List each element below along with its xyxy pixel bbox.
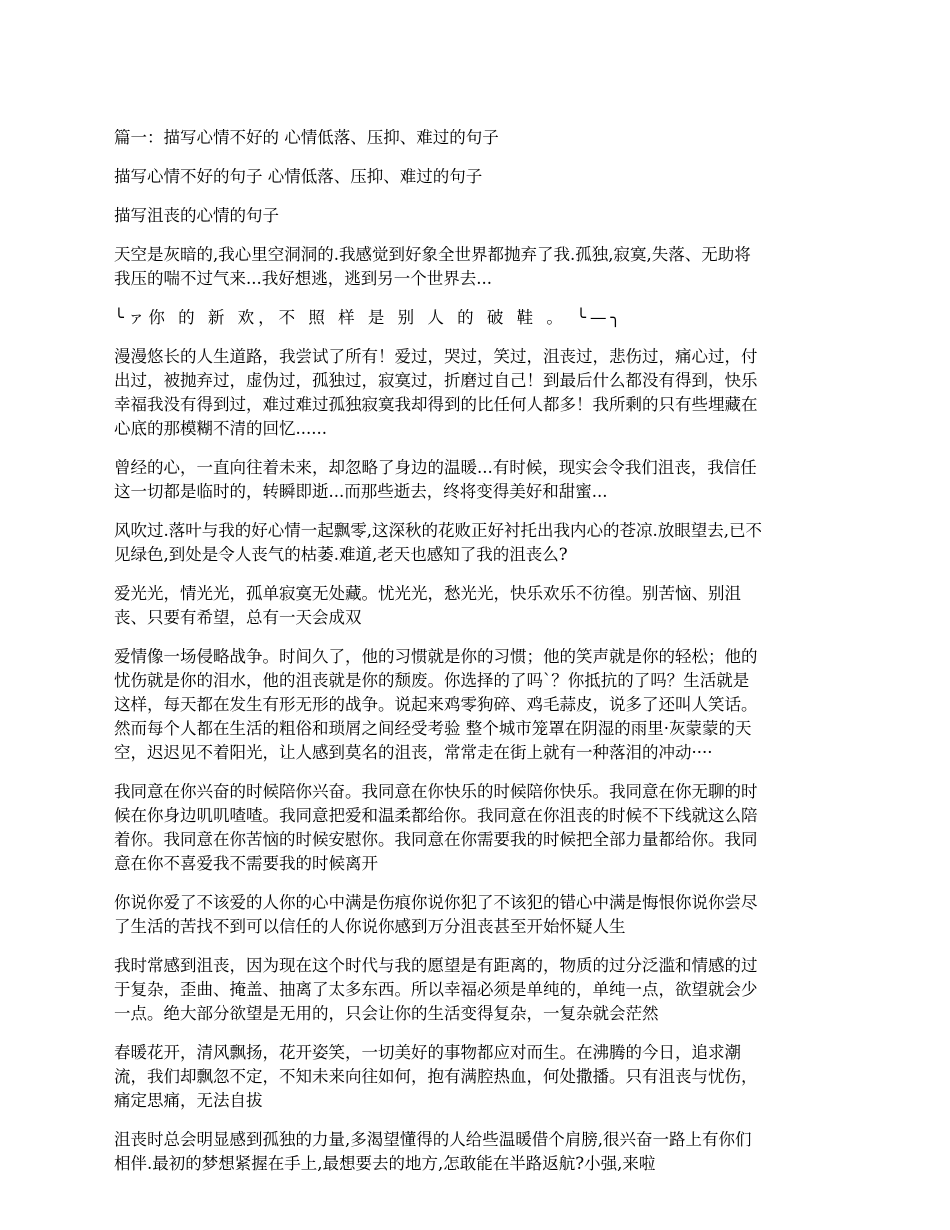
paragraph-line: 我时常感到沮丧，因为现在这个时代与我的愿望是有距离的，物质的过分泛滥和情感的过 (114, 956, 758, 975)
paragraph-3 (114, 345, 844, 441)
paragraph-line: 于复杂，歪曲、掩盖、抽离了太多东西。所以幸福必须是单纯的，单纯一点，欲望就会少 (114, 980, 758, 999)
paragraph-line: 空，迟迟见不着阳光，让人感到莫名的沮丧，常常走在街上就有一种落泪的冲动···· (114, 743, 713, 762)
paragraph-line: 忧伤就是你的泪水，他的沮丧就是你的颓废。你选择的了吗`？你抵抗的了吗？生活就是 (114, 671, 750, 690)
paragraph-line: 幸福我没有得到过，难过难过孤独寂寞我却得到的比任何人都多！我所剩的只有些埋藏在 (114, 395, 758, 414)
paragraph-line: 你说你爱了不该爱的人你的心中满是伤痕你说你犯了不该犯的错心中满是悔恨你说你尝尽 (114, 893, 758, 912)
paragraph-4 (114, 456, 844, 504)
paragraph-line: 风吹过.落叶与我的好心情一起飘零,这深秋的花败正好衬托出我内心的苍凉.放眼望去,已不 (114, 521, 762, 540)
paragraph-line: 痛定思痛，无法自拔 (114, 1091, 263, 1110)
paragraph-line: 这样，每天都在发生有形无形的战争。说起来鸡零狗碎、鸡毛蒜皮，说多了还叫人笑话。 (114, 695, 758, 714)
paragraph-1 (114, 243, 844, 291)
document-heading-3: 描写沮丧的心情的句子 (114, 206, 279, 225)
document-page (114, 126, 844, 1191)
paragraph-line: 我压的喘不过气来...我好想逃，逃到另一个世界去... (114, 269, 492, 288)
paragraph-line: 沮丧时总会明显感到孤独的力量,多渴望懂得的人给些温暖借个肩膀,很兴奋一路上有你们 (114, 1130, 752, 1149)
paragraph-line: 相伴.最初的梦想紧握在手上,最想要去的地方,怎敢能在半路返航?小强,来啦 (114, 1154, 656, 1173)
paragraph-line: 漫漫悠长的人生道路，我尝试了所有！爱过，哭过，笑过，沮丧过，悲伤过，痛心过，付 (114, 347, 758, 366)
paragraph-9 (114, 891, 844, 939)
paragraph-8 (114, 780, 844, 876)
paragraph-line: 候在你身边叽叽喳喳。我同意把爱和温柔都给你。我同意在你沮丧的时候不下线就这么陪 (114, 806, 758, 825)
paragraph-line: 天空是灰暗的,我心里空洞洞的.我感觉到好象全世界都抛弃了我.孤独,寂寞,失落、无助将 (114, 245, 751, 264)
paragraph-11 (114, 1041, 844, 1113)
paragraph-line: 心底的那模糊不清的回忆...... (114, 419, 327, 438)
paragraph-line: 意在你不喜爱我不需要我的时候离开 (114, 854, 378, 873)
paragraph-12 (114, 1128, 844, 1176)
paragraph-line: 着你。我同意在你苦恼的时候安慰你。我同意在你需要我的时候把全部力量都给你。我同 (114, 830, 758, 849)
paragraph-line: 曾经的心，一直向往着未来，却忽略了身边的温暖...有时候，现实会令我们沮丧，我信任 (114, 458, 757, 477)
paragraph-2 (114, 306, 844, 330)
paragraph-line: 一点。绝大部分欲望是无用的，只会让你的生活变得复杂，一复杂就会茫然 (114, 1004, 659, 1023)
paragraph-line: 了生活的苦找不到可以信任的人你说你感到万分沮丧甚至开始怀疑人生 (114, 917, 626, 936)
paragraph-line: 见绿色,到处是令人丧气的枯萎.难道,老天也感知了我的沮丧么? (114, 545, 568, 564)
document-heading-1: 篇一：描写心情不好的 心情低落、压抑、难过的句子 (114, 128, 499, 147)
paragraph-line: 然而每个人都在生活的粗俗和琐屑之间经受考验 整个城市笼罩在阴湿的雨里·灰蒙蒙的天 (114, 719, 752, 738)
paragraph-line: 这一切都是临时的，转瞬即逝...而那些逝去，终将变得美好和甜蜜... (114, 482, 608, 501)
paragraph-line: ╰ァ你 的 新 欢，不 照 样 是 别 人 的 破 鞋 。 ╰—╮ (114, 308, 625, 327)
paragraph-line: 丧、只要有希望，总有一天会成双 (114, 608, 362, 627)
paragraph-line: 春暖花开，清风飘扬，花开姿笑，一切美好的事物都应对而生。在沸腾的今日，追求潮 (114, 1043, 741, 1062)
paragraph-7 (114, 645, 844, 765)
document-heading-2: 描写心情不好的句子 心情低落、压抑、难过的句子 (114, 167, 483, 186)
paragraph-5 (114, 519, 844, 567)
paragraph-line: 爱光光，情光光，孤单寂寞无处藏。忧光光，愁光光，快乐欢乐不彷徨。别苦恼、别沮 (114, 584, 741, 603)
paragraph-10 (114, 954, 844, 1026)
paragraph-line: 我同意在你兴奋的时候陪你兴奋。我同意在你快乐的时候陪你快乐。我同意在你无聊的时 (114, 782, 758, 801)
paragraph-6 (114, 582, 844, 630)
paragraph-line: 爱情像一场侵略战争。时间久了，他的习惯就是你的习惯；他的笑声就是你的轻松；他的 (114, 647, 758, 666)
paragraph-line: 出过，被抛弃过，虚伪过，孤独过，寂寞过，折磨过自己！到最后什么都没有得到，快乐 (114, 371, 758, 390)
paragraph-line: 流，我们却飘忽不定，不知未来向往如何，抱有满腔热血，何处撒播。只有沮丧与忧伤， (114, 1067, 758, 1086)
